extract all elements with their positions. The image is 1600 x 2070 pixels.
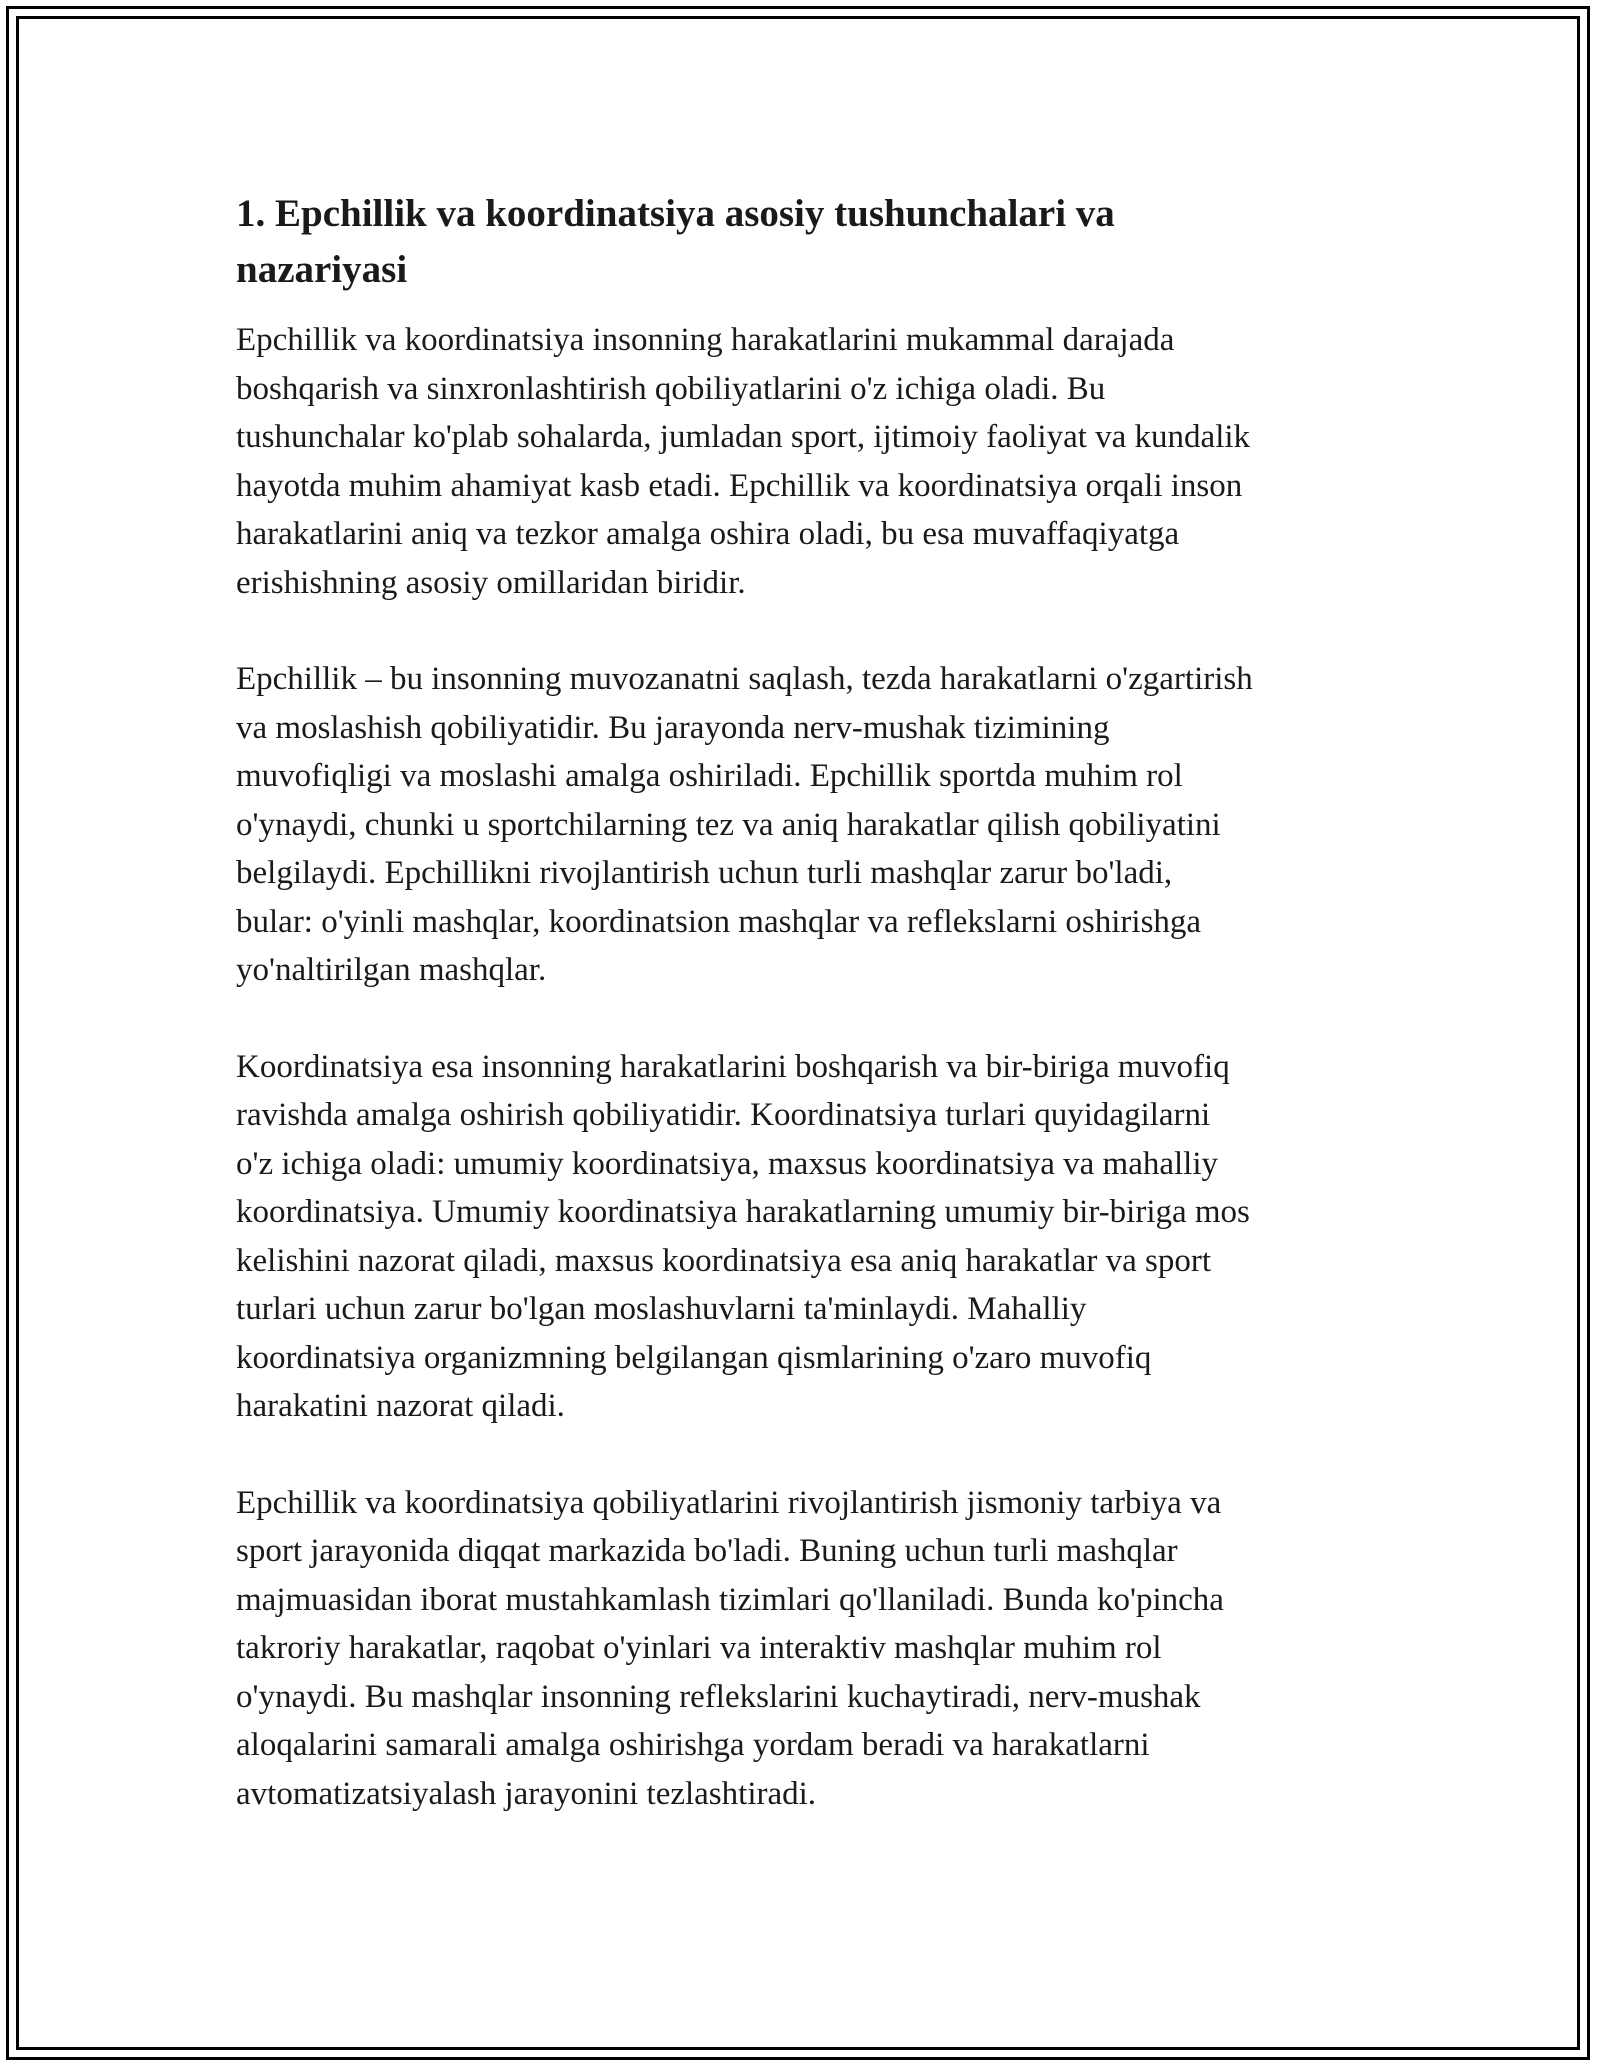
paragraph-4: Epchillik va koordinatsiya qobiliyatlarini rivojlantirish jismoniy tarbiya va sport jarayonida diqqat markazida bo'ladi. Buning uchun turli mashqlar majmuasidan iborat mustahkamlash tizimlari qo'llaniladi. Bunda ko'pincha takroriy harakatlar, raqobat o'yinlari va interaktiv mashqlar muhim rol o'ynaydi. Bu mashqlar insonning reflekslarini kuchaytiradi, nerv-mushak aloqalarini samarali amalga oshirishga yordam beradi va harakatlarni avtomatizatsiyalash jarayonini tezlashtiradi. [236,1484,1224,1812]
section-heading: 1. Epchillik va koordinatsiya asosiy tushunchalari va nazariyasi [236,192,1115,291]
paragraph-1: Epchillik va koordinatsiya insonning harakatlarini mukammal darajada boshqarish va sinxronlashtirish qobiliyatlarini o'z ichiga oladi. Bu tushunchalar ko'plab sohalarda, jumladan sport, ijtimoiy faoliyat va kundalik hayotda muhim ahamiyat kasb etadi. Epchillik va koordinatsiya orqali inson harakatlarini aniq va tezkor amalga oshira oladi, bu esa muvaffaqiyatga erishishning asosiy omillaridan biridir. [236,322,1251,601]
paragraph-3: Koordinatsiya esa insonning harakatlarini boshqarish va bir-biriga muvofiq ravishda amalga oshirish qobiliyatidir. Koordinatsiya turlari quyidagilarni o'z ichiga oladi: umumiy koordinatsiya, maxsus koordinatsiya va mahalliy koordinatsiya. Umumiy koordinatsiya harakatlarning umumiy bir-biriga mos kelishini nazorat qiladi, maxsus koordinatsiya esa aniq harakatlar va sport turlari uchun zarur bo'lgan moslashuvlarni ta'minlaydi. Mahalliy koordinatsiya organizmning belgilangan qismlarining o'zaro muvofiq harakatini nazorat qiladi. [236,1048,1250,1424]
paragraph-2: Epchillik – bu insonning muvozanatni saqlash, tezda harakatlarni o'zgartirish va moslashish qobiliyatidir. Bu jarayonda nerv-mushak tizimining muvofiqligi va moslashi amalga oshiriladi. Epchillik sportda muhim rol o'ynaydi, chunki u sportchilarning tez va aniq harakatlar qilish qobiliyatini belgilaydi. Epchillikni rivojlantirish uchun turli mashqlar zarur bo'ladi, bular: o'yinli mashqlar, koordinatsion mashqlar va reflekslarni oshirishga yo'naltirilgan mashqlar. [236,661,1253,988]
document-body [236,186,1376,1866]
